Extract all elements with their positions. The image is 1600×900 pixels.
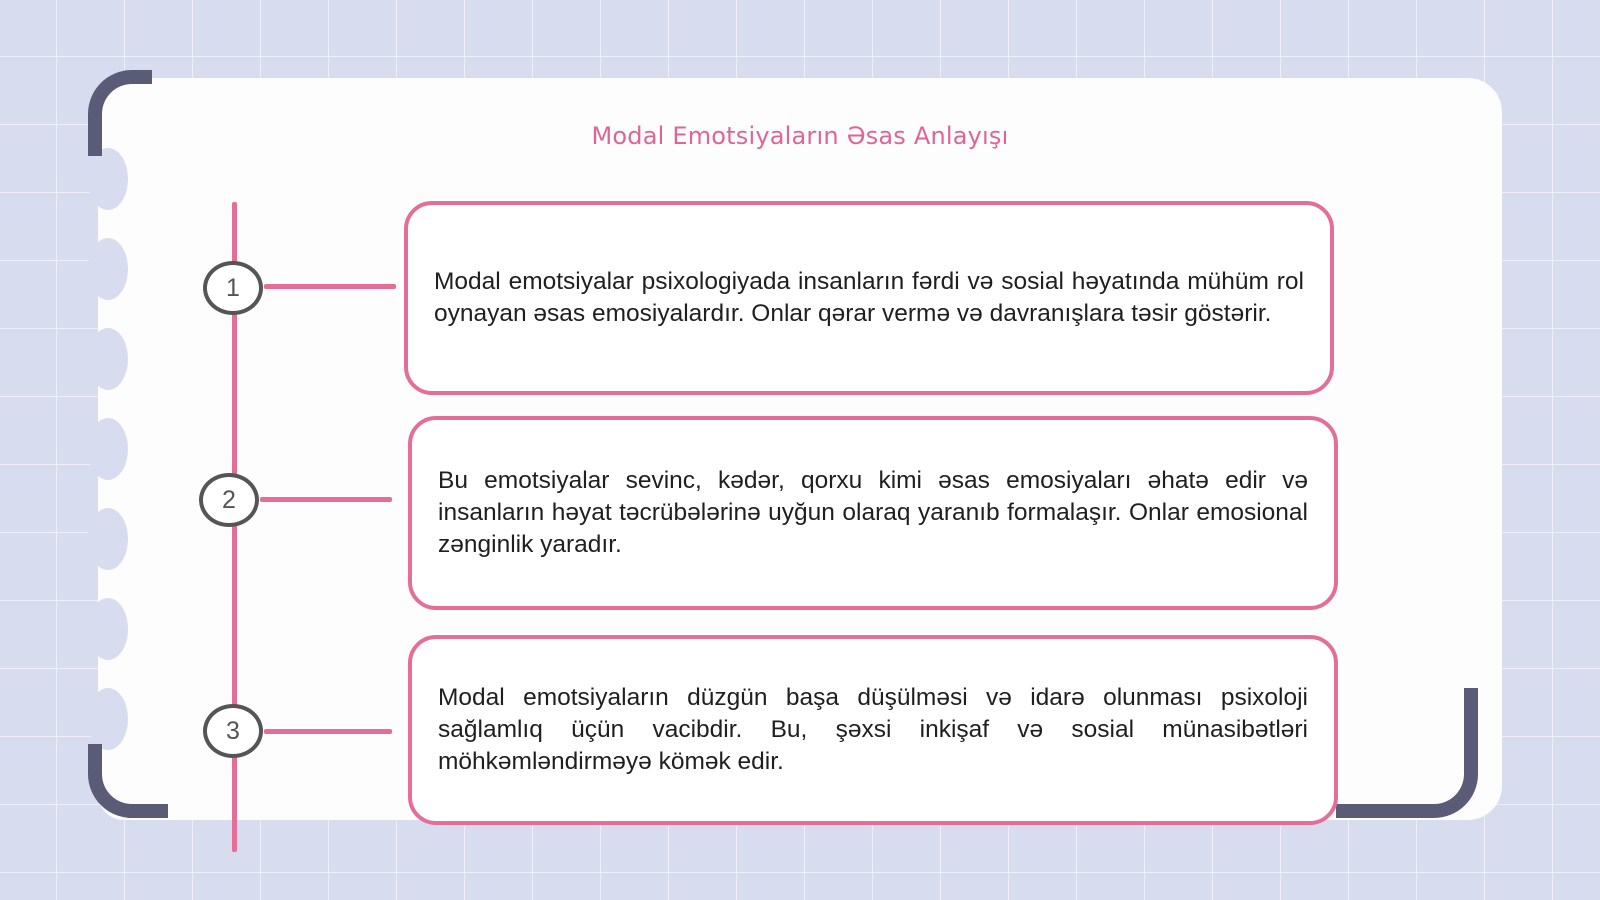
timeline-item-text: Modal emotsiyalar psixologiyada insanların fərdi və sosial həyatında mühüm rol oynayan əsas emosiyalardır. Onlar qərar vermə və davranışlara təsir göstərir. [434,268,1304,327]
timeline-node-1 [203,261,263,315]
timeline-node-3 [203,704,263,758]
card-edge-notch [88,508,128,570]
timeline-node-number: 1 [226,273,240,302]
card-edge-notch [88,328,128,390]
slide-title: Modal Emotsiyaların Əsas Anlayışı [591,122,1009,150]
timeline-item-box-1 [404,201,1334,395]
timeline-connector-3 [264,729,392,734]
timeline-item-text: Modal emotsiyaların düzgün başa düşülməsi və idarə olunması psixoloji sağlamlıq üçün vacibdir. Bu, şəxsi inkişaf və sosial münasibətləri möhkəmləndirməyə kömək edir. [438,684,1308,775]
timeline-item-box-2 [408,416,1338,610]
card-edge-notch [88,598,128,660]
timeline-item-box-3 [408,635,1338,825]
card-edge-notch [88,418,128,480]
timeline-connector-2 [260,497,392,502]
timeline-connector-1 [264,284,396,289]
timeline-item-text: Bu emotsiyalar sevinc, kədər, qorxu kimi əsas emosiyaları əhatə edir və insanların həyat təcrübələrinə uyğun olaraq yaranıb formalaşır. Onlar emosional zənginlik yaradır. [438,467,1308,558]
frame-corner-bottom-right [1336,688,1478,818]
card-edge-notch [88,148,128,210]
card-edge-notch [88,238,128,300]
timeline-node-number: 3 [226,716,240,745]
card-edge-notch [88,688,128,750]
timeline-node-2 [199,473,259,527]
timeline-node-number: 2 [222,485,236,514]
frame-corner-bottom-left [88,744,168,818]
